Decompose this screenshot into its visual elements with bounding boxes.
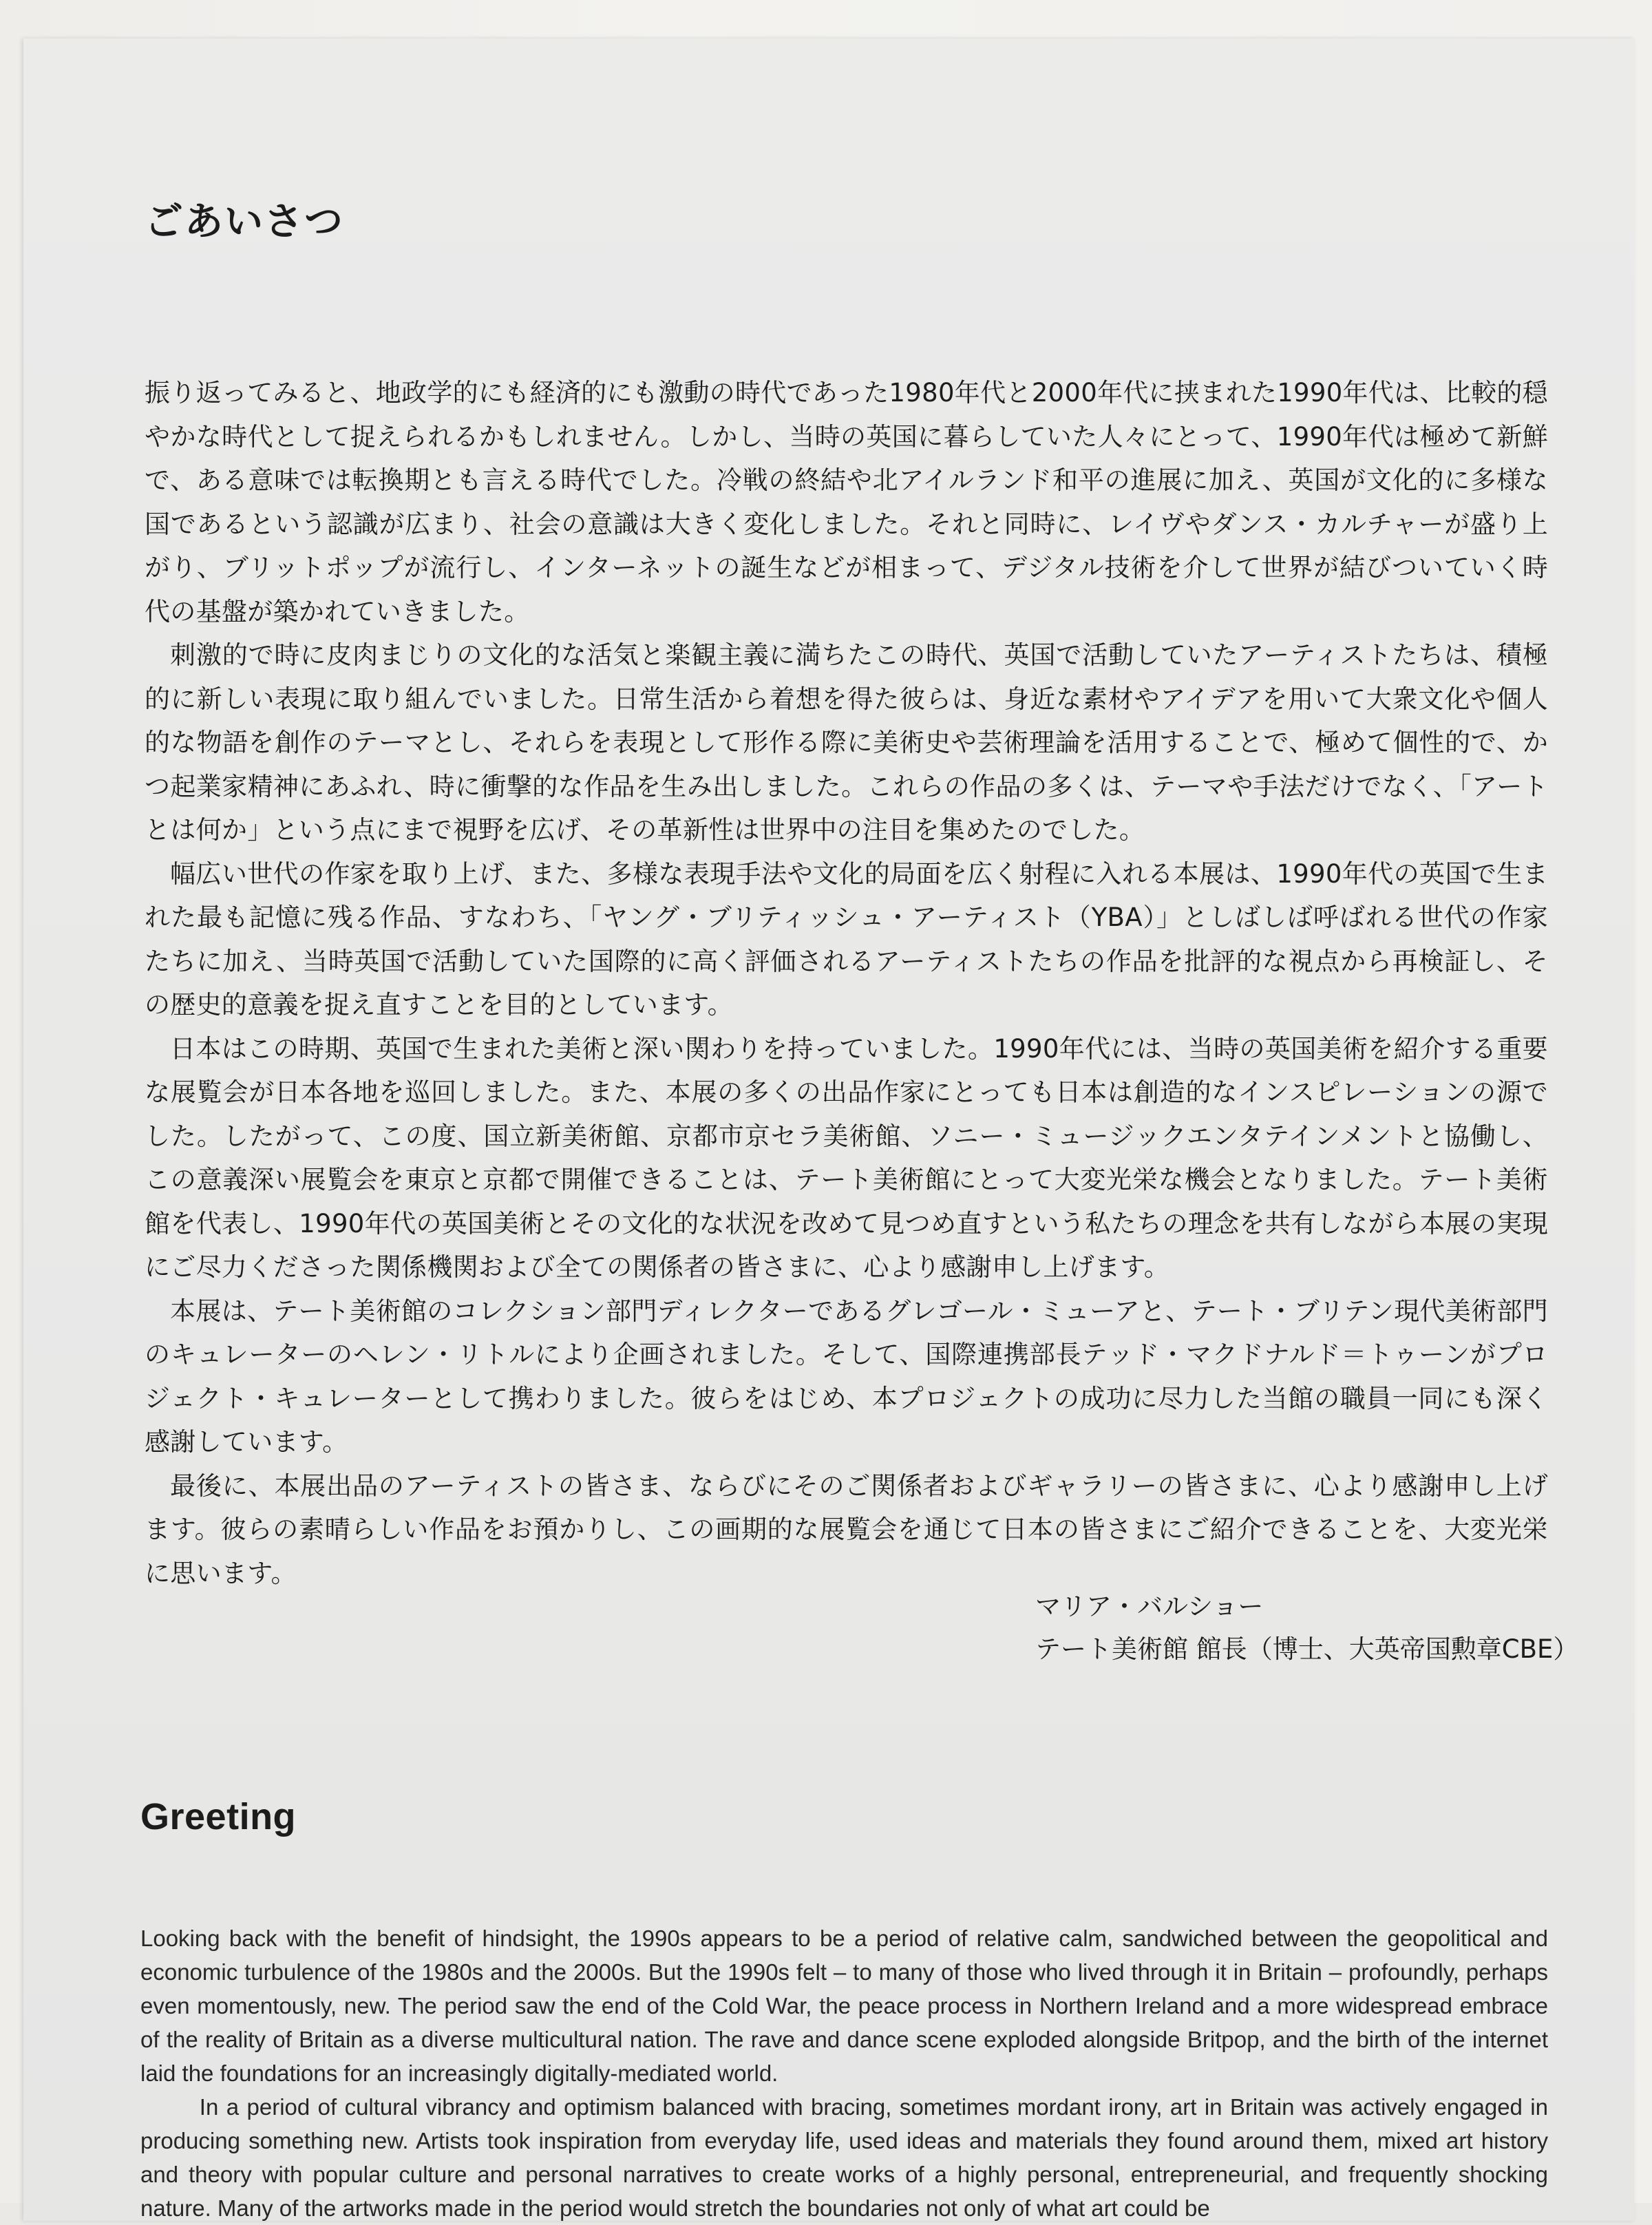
japanese-paragraph: 日本はこの時期、英国で生まれた美術と深い関わりを持っていました。1990年代には、当時の英国美術を紹介する重要な展覧会が日本各地を巡回しました。また、本展の多くの出品作家にとっても日本は創造的なインスピレーションの源でした。したがって、この度、国立新美術館、京都市京セラ美術館、ソニー・ミュージックエンタテインメントと協働し、この意義深い展覧会を東京と京都で開催できることは、テート美術館にとって大変光栄な機会となりました。テート美術館を代表し、1990年代の英国美術とその文化的な状況を改めて見つめ直すという私たちの理念を共有しながら本展の実現にご尽力くださった関係機関および全ての関係者の皆さまに、心より感謝申し上げます。 (145, 1033, 1548, 1282)
japanese-title: ごあいさつ (145, 200, 344, 244)
greeting-panel (23, 39, 1634, 2221)
english-paragraph: Looking back with the benefit of hindsight, the 1990s appears to be a period of relative calm, sandwiched between the geopolitical and economic turbulence of the 1980s and the 2000s. But the 1990s felt – to many of those who lived through it in Britain – profoundly, perhaps even momentously, new. The period saw the end of the Cold War, the peace process in Northern Ireland and a more widespread embrace of the reality of Britain as a diverse multicultural nation. The rave and dance scene exploded alongside Britpop, and the birth of the internet laid the foundations for an increasingly digitally-mediated world. (140, 1926, 1548, 2086)
japanese-body (145, 371, 1548, 1595)
japanese-paragraph: 刺激的で時に皮肉まじりの文化的な活気と楽観主義に満ちたこの時代、英国で活動していたアーティストたちは、積極的に新しい表現に取り組んでいました。日常生活から着想を得た彼らは、身近な素材やアイデアを用いて大衆文化や個人的な物語を創作のテーマとし、それらを表現として形作る際に美術史や芸術理論を活用することで、極めて個性的で、かつ起業家精神にあふれ、時に衝撃的な作品を生み出しました。これらの作品の多くは、テーマや手法だけでなく、「アートとは何か」という点にまで視野を広げ、その革新性は世界中の注目を集めたのでした。 (145, 640, 1548, 845)
signatory-name: マリア・バルショー (1035, 1592, 1264, 1621)
english-paragraph: In a period of cultural vibrancy and optimism balanced with bracing, sometimes mordant irony, art in Britain was actively engaged in producing something new. Artists took inspiration from everyday life, used ideas and materials they found around them, mixed art history and theory with popular culture and personal narratives to create works of a highly personal, entrepreneurial, and frequently shocking nature. Many of the artworks made in the period would stretch the boundaries not only of what art could be (140, 2094, 1548, 2221)
japanese-paragraph: 最後に、本展出品のアーティストの皆さま、ならびにそのご関係者およびギャラリーの皆さまに、心より感謝申し上げます。彼らの素晴らしい作品をお預かりし、この画期的な展覧会を通じて日本の皆さまにご紹介できることを、大変光栄に思います。 (145, 1470, 1548, 1588)
english-body (140, 1921, 1548, 2225)
japanese-paragraph: 振り返ってみると、地政学的にも経済的にも激動の時代であった1980年代と2000年代に挟まれた1990年代は、比較的穏やかな時代として捉えられるかもしれません。しかし、当時の英国に暮らしていた人々にとって、1990年代は極めて新鮮で、ある意味では転換期とも言える時代でした。冷戦の終結や北アイルランド和平の進展に加え、英国が文化的に多様な国であるという認識が広まり、社会の意識は大きく変化しました。それと同時に、レイヴやダンス・カルチャーが盛り上がり、ブリットポップが流行し、インターネットの誕生などが相まって、デジタル技術を介して世界が結びついていく時代の基盤が築かれていきました。 (145, 378, 1548, 626)
japanese-paragraph: 本展は、テート美術館のコレクション部門ディレクターであるグレゴール・ミューアと、テート・ブリテン現代美術部門のキュレーターのヘレン・リトルにより企画されました。そして、国際連携部長テッド・マクドナルド＝トゥーンがプロジェクト・キュレーターとして携わりました。彼らをはじめ、本プロジェクトの成功に尽力した当館の職員一同にも深く感謝しています。 (145, 1296, 1548, 1457)
english-title: Greeting (140, 1796, 297, 1837)
japanese-paragraph: 幅広い世代の作家を取り上げ、また、多様な表現手法や文化的局面を広く射程に入れる本展は、1990年代の英国で生まれた最も記憶に残る作品、すなわち、「ヤング・ブリティッシュ・アーティスト（YBA）」としばしば呼ばれる世代の作家たちに加え、当時英国で活動していた国際的に高く評価されるアーティストたちの作品を批評的な視点から再検証し、その歴史的意義を捉え直すことを目的としています。 (145, 858, 1548, 1020)
signatory-position: テート美術館 館長（博士、大英帝国勲章CBE） (1035, 1634, 1579, 1664)
signature-block (1035, 1585, 1579, 1671)
